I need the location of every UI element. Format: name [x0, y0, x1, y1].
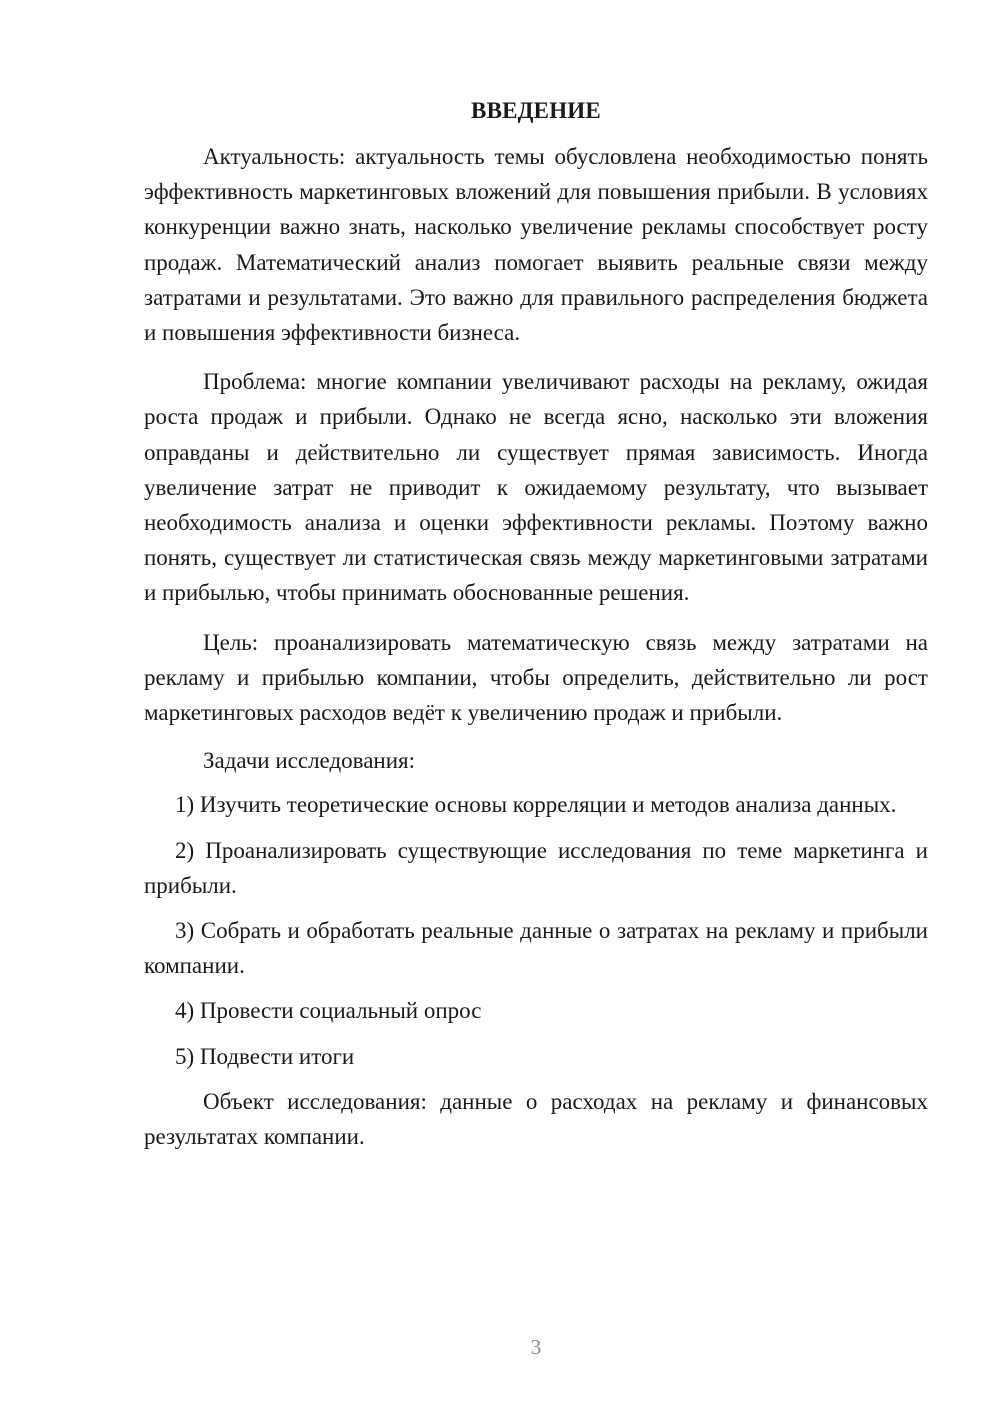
task-item: 3) Собрать и обработать реальные данные о затратах на рекламу и прибыли компании.	[144, 918, 928, 979]
research-object-paragraph: Объект исследования: данные о расходах на рекламу и финансовых результатах компании.	[144, 1088, 928, 1150]
tasks-list	[144, 787, 928, 1073]
section-heading: ВВЕДЕНИЕ	[471, 98, 601, 123]
problem-paragraph: Проблема: многие компании увеличивают расходы на рекламу, ожидая роста продаж и прибыли. Однако не всегда ясно, насколько эти вложения оправданы и действительно ли существует прямая зависимость. Иногда увеличение затрат не приводит к ожидаемому результату, что вызывает необходимость анализа и оценки эффективности рекламы. Поэтому важно понять, существует ли статистическая связь между маркетинговыми затратами и прибылью, чтобы принимать обоснованные решения.	[144, 369, 928, 606]
task-item: 5) Подвести итоги	[175, 1043, 355, 1069]
goal-paragraph: Цель: проанализировать математическую связь между затратами на рекламу и прибылью компании, чтобы определить, действительно ли рост маркетинговых расходов ведёт к увеличению продаж и прибыли.	[144, 629, 928, 726]
task-item: 2) Проанализировать существующие исследования по теме маркетинга и прибыли.	[144, 837, 928, 898]
task-item: 1) Изучить теоретические основы корреляции и методов анализа данных.	[175, 792, 897, 818]
tasks-heading: Задачи исследования:	[203, 748, 416, 774]
task-item: 4) Провести социальный опрос	[175, 998, 482, 1024]
page-content	[144, 96, 928, 1154]
page-number: 3	[530, 1335, 542, 1359]
relevance-paragraph: Актуальность: актуальность темы обусловлена необходимостью понять эффективность маркетинговых вложений для повышения прибыли. В условиях конкуренции важно знать, насколько увеличение рекламы способствует росту продаж. Математический анализ помогает выявить реальные связи между затратами и результатами. Это важно для правильного распределения бюджета и повышения эффективности бизнеса.	[144, 144, 928, 346]
